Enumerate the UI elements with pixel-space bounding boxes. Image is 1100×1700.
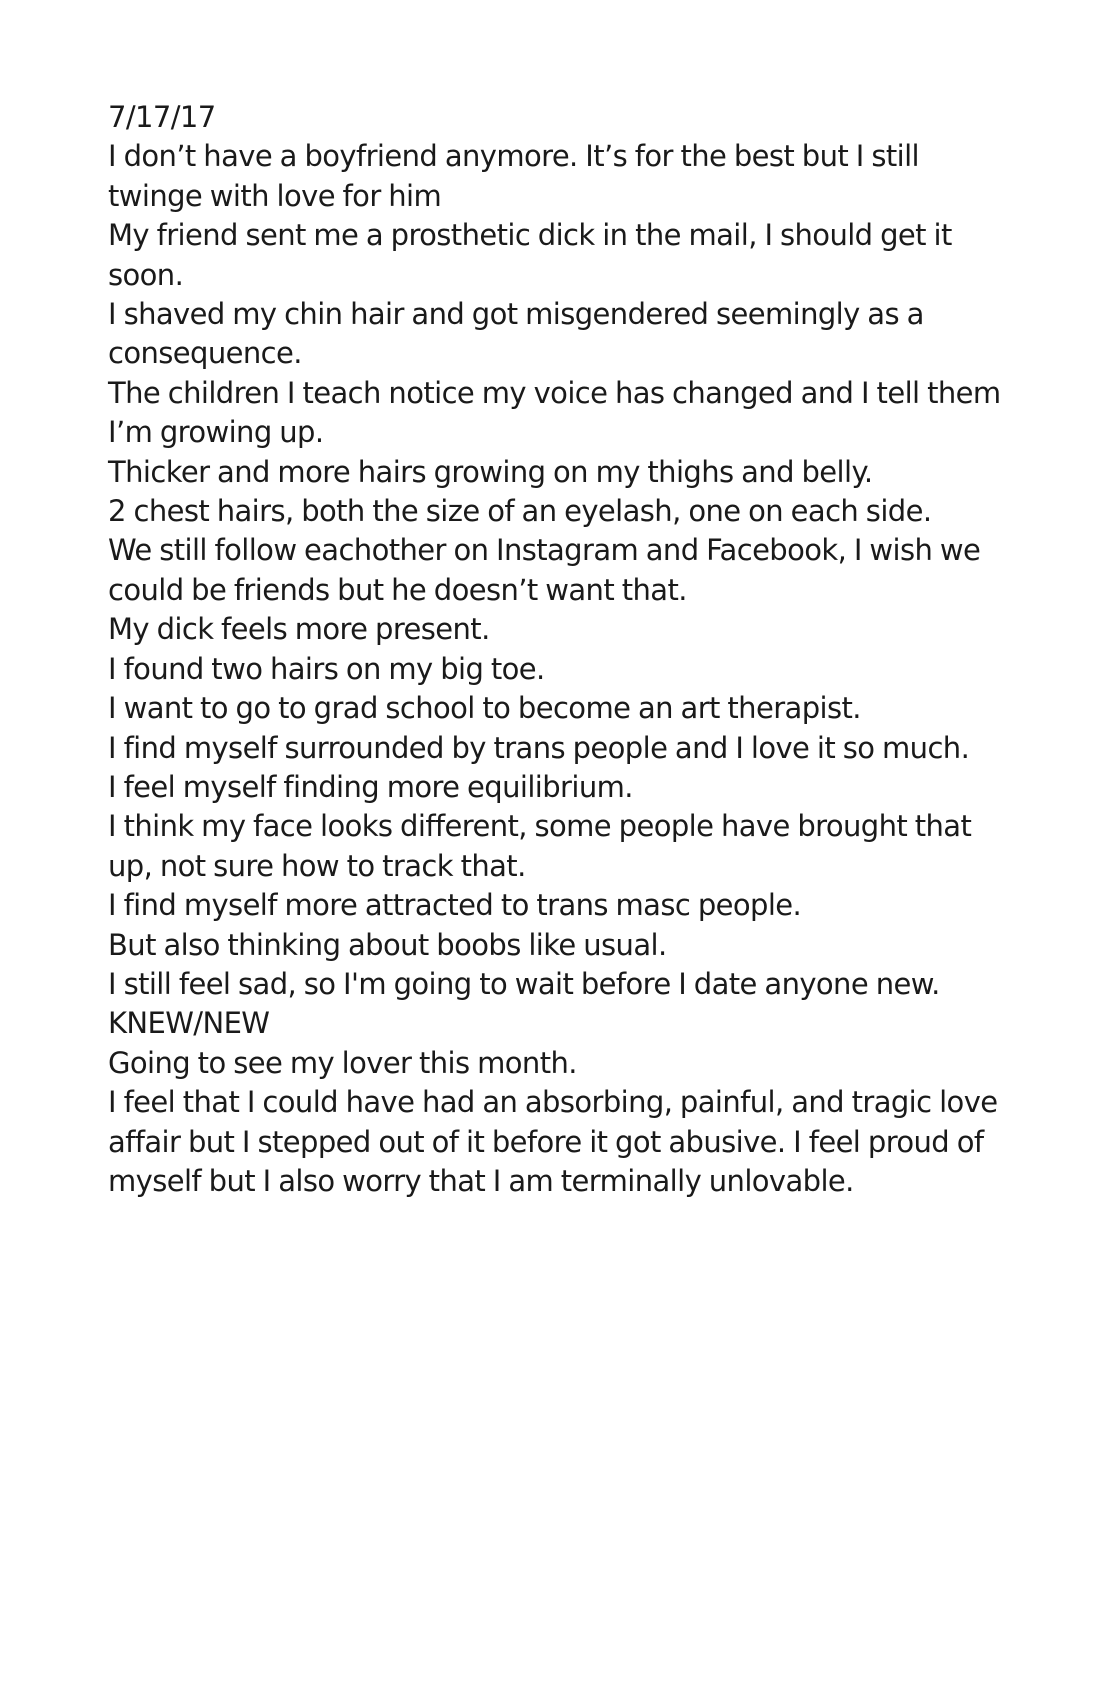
entry-line: Going to see my lover this month. [108,1045,577,1080]
entry-line: My friend sent me a prosthetic dick in the mail, I should get it soon. [108,218,952,292]
entry-line: Thicker and more hairs growing on my thighs and belly. [108,454,873,489]
entry-line: I find myself surrounded by trans people and I love it so much. [108,730,970,765]
entry-line: I feel myself finding more equilibrium. [108,769,633,804]
entry-line: KNEW/NEW [108,1006,270,1041]
entry-line: I think my face looks different, some people have brought that up, not sure how to track that. [108,809,972,883]
entry-line: The children I teach notice my voice has changed and I tell them I’m growing up. [108,375,1001,450]
entry-line: We still follow eachother on Instagram and Facebook, I wish we could be friends but he doesn’t want that. [108,533,981,607]
entry-line: I shaved my chin hair and got misgendered seemingly as a consequence. [108,297,924,371]
entry-line: My dick feels more present. [108,612,490,647]
entry-line: I feel that I could have had an absorbing, painful, and tragic love affair but I stepped out of it before it got abusive. I feel proud of myself but I also worry that I am terminally unlovable. [108,1085,998,1198]
entry-line: I still feel sad, so I'm going to wait before I date anyone new. [108,966,940,1001]
entry-line: But also thinking about boobs like usual. [108,927,667,962]
entry-line: 2 chest hairs, both the size of an eyelash, one on each side. [108,494,932,529]
journal-entry [108,98,1008,1201]
entry-line: I found two hairs on my big toe. [108,651,545,686]
entry-line: I don’t have a boyfriend anymore. It’s for the best but I still twinge with love for him [108,139,920,213]
entry-line: I want to go to grad school to become an art therapist. [108,691,861,726]
entry-line: I find myself more attracted to trans masc people. [108,888,802,923]
entry-date: 7/17/17 [108,100,216,134]
